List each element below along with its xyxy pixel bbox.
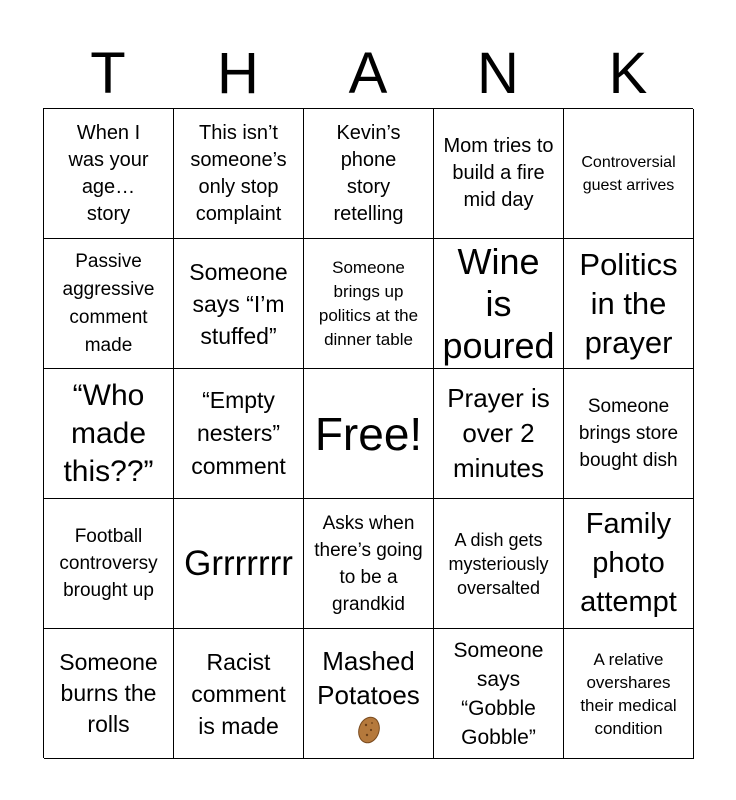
mashed-potatoes-content: [309, 644, 429, 744]
bingo-cell[interactable]: [174, 109, 304, 239]
header-letter-k: K: [608, 41, 648, 106]
bingo-cell[interactable]: [44, 499, 174, 629]
cell-text: Mashed Potatoes: [317, 645, 420, 710]
cell-text: When I was your age… story: [68, 121, 149, 225]
cell-text: Kevin’s phone story retelling: [333, 121, 404, 225]
bingo-cell[interactable]: [174, 239, 304, 369]
cell-text: Someone brings up politics at the dinner table: [318, 257, 419, 349]
header-letter-h: H: [217, 41, 259, 106]
bingo-cell[interactable]: [434, 499, 564, 629]
cell-text: Family photo attempt: [580, 508, 677, 618]
bingo-cell[interactable]: [304, 239, 434, 369]
cell-text: Someone burns the rolls: [59, 649, 158, 737]
bingo-cell[interactable]: [44, 629, 174, 759]
bingo-cell[interactable]: [174, 629, 304, 759]
cell-text: Prayer is over 2 minutes: [447, 383, 550, 483]
header-letter-n: N: [477, 41, 519, 106]
cell-text: Wine is poured: [442, 240, 555, 366]
bingo-cell[interactable]: [304, 109, 434, 239]
cell-text: Asks when there’s going to be a grandkid: [314, 512, 423, 615]
bingo-cell[interactable]: [174, 369, 304, 499]
header-letter-a: A: [348, 41, 388, 106]
cell-text: “Empty nesters” comment: [191, 387, 286, 479]
cell-text: Someone says “I’m stuffed”: [189, 258, 288, 349]
bingo-cell[interactable]: [44, 109, 174, 239]
bingo-cell[interactable]: [564, 499, 694, 629]
potato-icon: [357, 716, 381, 744]
free-space-text: Free!: [314, 407, 423, 460]
cell-text: Football controversy brought up: [59, 526, 158, 601]
cell-text: Passive aggressive comment made: [62, 250, 155, 356]
bingo-cell[interactable]: [434, 629, 564, 759]
cell-text: Someone says “Gobble Gobble”: [453, 638, 544, 749]
bingo-card: [43, 108, 693, 758]
bingo-cell-free[interactable]: [304, 369, 434, 499]
bingo-cell[interactable]: [44, 239, 174, 369]
bingo-cell[interactable]: [564, 629, 694, 759]
bingo-cell[interactable]: [564, 109, 694, 239]
cell-text: Racist comment is made: [191, 648, 286, 739]
bingo-cell[interactable]: [434, 239, 564, 369]
bingo-header: [43, 40, 693, 108]
cell-text: Politics in the prayer: [579, 247, 678, 360]
bingo-cell[interactable]: [564, 369, 694, 499]
cell-text: Someone brings store bought dish: [578, 396, 679, 471]
bingo-cell[interactable]: [434, 369, 564, 499]
bingo-cell[interactable]: [434, 109, 564, 239]
header-letter-t: T: [90, 41, 126, 106]
cell-text: Grrrrrrr: [184, 543, 293, 583]
cell-text: “Who made this??”: [63, 378, 154, 488]
cell-text: Controversial guest arrives: [581, 153, 676, 194]
cell-text: Mom tries to build a fire mid day: [443, 135, 554, 211]
cell-text: A relative overshares their medical condition: [580, 649, 677, 738]
bingo-cell[interactable]: [304, 629, 434, 759]
bingo-cell[interactable]: [304, 499, 434, 629]
cell-text: This isn’t someone’s only stop complaint: [190, 121, 287, 225]
bingo-cell[interactable]: [564, 239, 694, 369]
cell-text: A dish gets mysteriously oversalted: [448, 529, 549, 598]
bingo-cell[interactable]: [44, 369, 174, 499]
bingo-cell[interactable]: [174, 499, 304, 629]
